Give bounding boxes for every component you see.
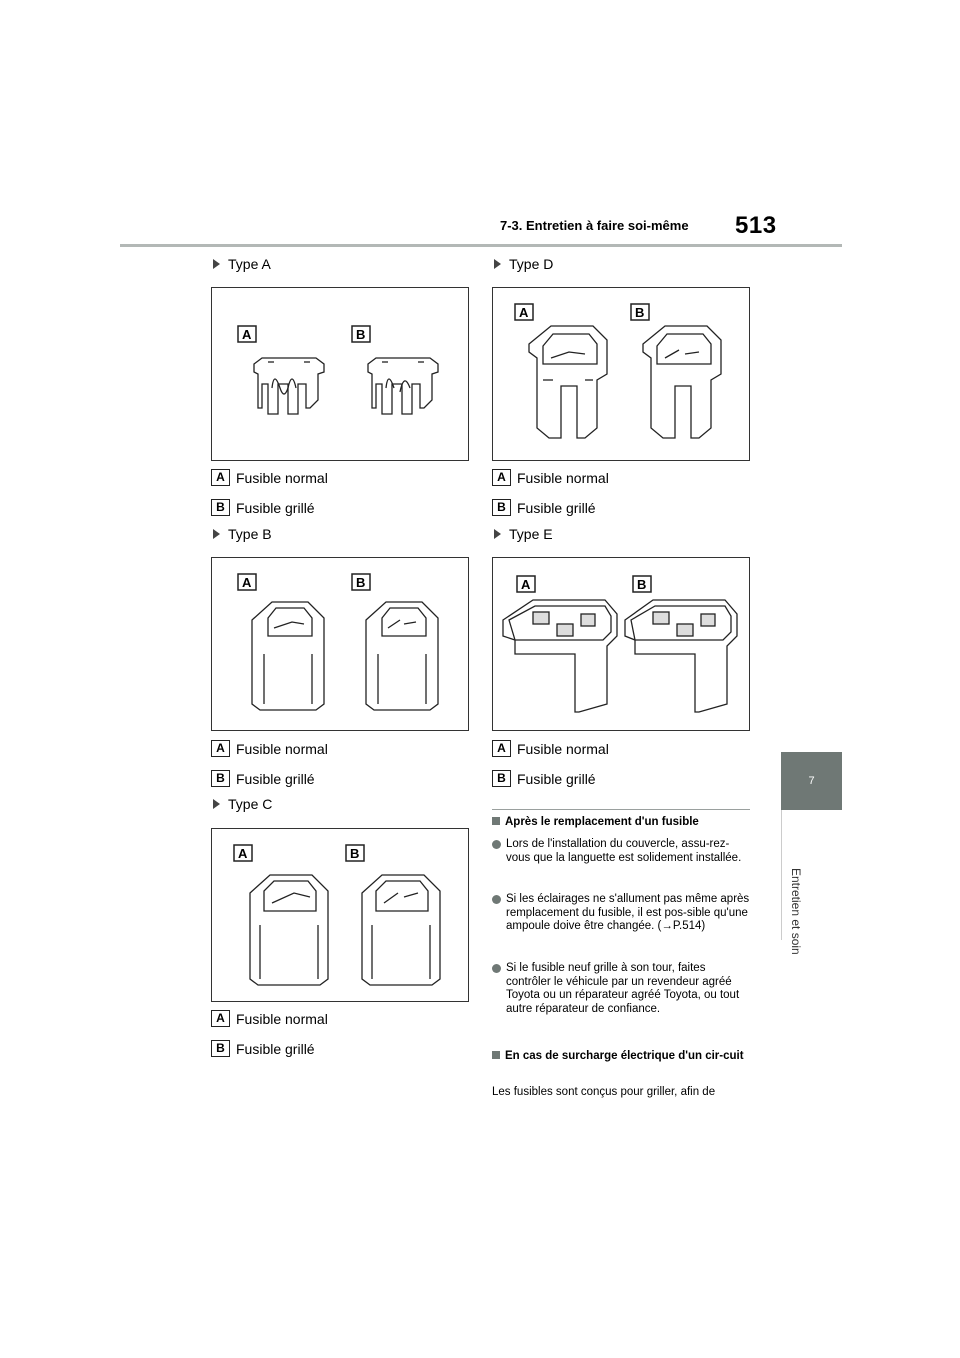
caption-text: Fusible grillé [517, 499, 596, 516]
badge-a: A [492, 740, 511, 757]
arrow-icon [213, 799, 220, 809]
label-a: A [519, 305, 529, 320]
figure-type-b [211, 557, 469, 731]
caption-blown-e [492, 770, 596, 787]
bullet-text: Si les éclairages ne s'allument pas même après remplacement du fusible, il est pos-sible qu'une ampoule doive être changée. (→P.514) [506, 893, 750, 932]
overload-paragraph: Les fusibles sont conçus pour griller, afin de [492, 1086, 716, 1098]
caption-text: Fusible grillé [517, 770, 596, 787]
bullet-text: Lors de l'installation du couvercle, assu-rez-vous que la languette est solidement installée. [506, 838, 742, 864]
type-b-heading [213, 526, 272, 542]
caption-normal-c [211, 1010, 328, 1027]
arrow-icon [494, 529, 501, 539]
figure-type-d [492, 287, 750, 461]
caption-text: Fusible normal [517, 469, 609, 486]
list-item [492, 962, 750, 1016]
chapter-tab[interactable]: 7 [781, 752, 842, 810]
bullet-icon [492, 895, 501, 904]
label-b: B [356, 327, 366, 342]
caption-normal-d [492, 469, 609, 486]
caption-blown-a [211, 499, 315, 516]
badge-a: A [492, 469, 511, 486]
caption-text: Fusible normal [517, 740, 609, 757]
type-c-heading [213, 796, 272, 812]
figure-type-c [211, 828, 469, 1002]
type-c-label: Type C [228, 796, 273, 812]
figure-type-e [492, 557, 750, 731]
arrow-icon [213, 259, 220, 269]
square-bullet-icon [492, 817, 500, 825]
caption-text: Fusible normal [236, 1010, 328, 1027]
fuse-type-c-illustration [212, 829, 468, 1001]
fuse-type-a-illustration [212, 288, 468, 460]
caption-normal-b [211, 740, 328, 757]
fuse-type-d-illustration [493, 288, 749, 460]
heading-text: En cas de surcharge électrique d'un cir-cuit [505, 1050, 744, 1062]
header-divider [120, 244, 842, 247]
label-b: B [637, 577, 647, 592]
badge-b: B [211, 770, 230, 787]
section-heading-after-replacement [492, 815, 699, 830]
label-b: B [350, 846, 360, 861]
badge-a: A [211, 1010, 230, 1027]
badge-b: B [211, 1040, 230, 1057]
bullet-icon [492, 964, 501, 973]
label-a: A [242, 327, 252, 342]
section-divider [492, 809, 750, 810]
type-e-label: Type E [509, 526, 553, 542]
fuse-type-b-illustration [212, 558, 468, 730]
bullet-text: Si le fusible neuf grille à son tour, faites contrôler le véhicule par un revendeur agréé Toyota ou un réparateur agréé Toyota, ou tout autre réparateur de confiance. [506, 962, 740, 1015]
label-a: A [521, 577, 531, 592]
label-a: A [242, 575, 252, 590]
heading-text: Après le remplacement d'un fusible [505, 816, 699, 828]
label-b: B [356, 575, 366, 590]
fuse-type-e-illustration [493, 558, 749, 730]
caption-blown-b [211, 770, 315, 787]
list-item [492, 893, 750, 934]
type-e-heading [494, 526, 553, 542]
caption-text: Fusible grillé [236, 770, 315, 787]
bullet-icon [492, 840, 501, 849]
side-divider [781, 810, 782, 940]
caption-text: Fusible grillé [236, 499, 315, 516]
list-item [492, 838, 750, 865]
page-number: 513 [735, 212, 777, 239]
badge-a: A [211, 469, 230, 486]
label-b: B [635, 305, 645, 320]
caption-text: Fusible normal [236, 469, 328, 486]
chapter-label: Entretien et soin [789, 868, 803, 955]
caption-blown-c [211, 1040, 315, 1057]
arrow-icon [213, 529, 220, 539]
badge-b: B [211, 499, 230, 516]
badge-b: B [492, 499, 511, 516]
type-a-label: Type A [228, 256, 271, 272]
type-a-heading [213, 256, 271, 272]
arrow-icon [494, 259, 501, 269]
badge-a: A [211, 740, 230, 757]
type-b-label: Type B [228, 526, 272, 542]
caption-normal-e [492, 740, 609, 757]
figure-type-a [211, 287, 469, 461]
type-d-heading [494, 256, 553, 272]
type-d-label: Type D [509, 256, 554, 272]
caption-text: Fusible grillé [236, 1040, 315, 1057]
badge-b: B [492, 770, 511, 787]
square-bullet-icon [492, 1051, 500, 1059]
section-heading-overload [492, 1049, 752, 1064]
caption-blown-d [492, 499, 596, 516]
caption-normal-a [211, 469, 328, 486]
caption-text: Fusible normal [236, 740, 328, 757]
label-a: A [238, 846, 248, 861]
section-title: 7-3. Entretien à faire soi-même [500, 218, 689, 233]
